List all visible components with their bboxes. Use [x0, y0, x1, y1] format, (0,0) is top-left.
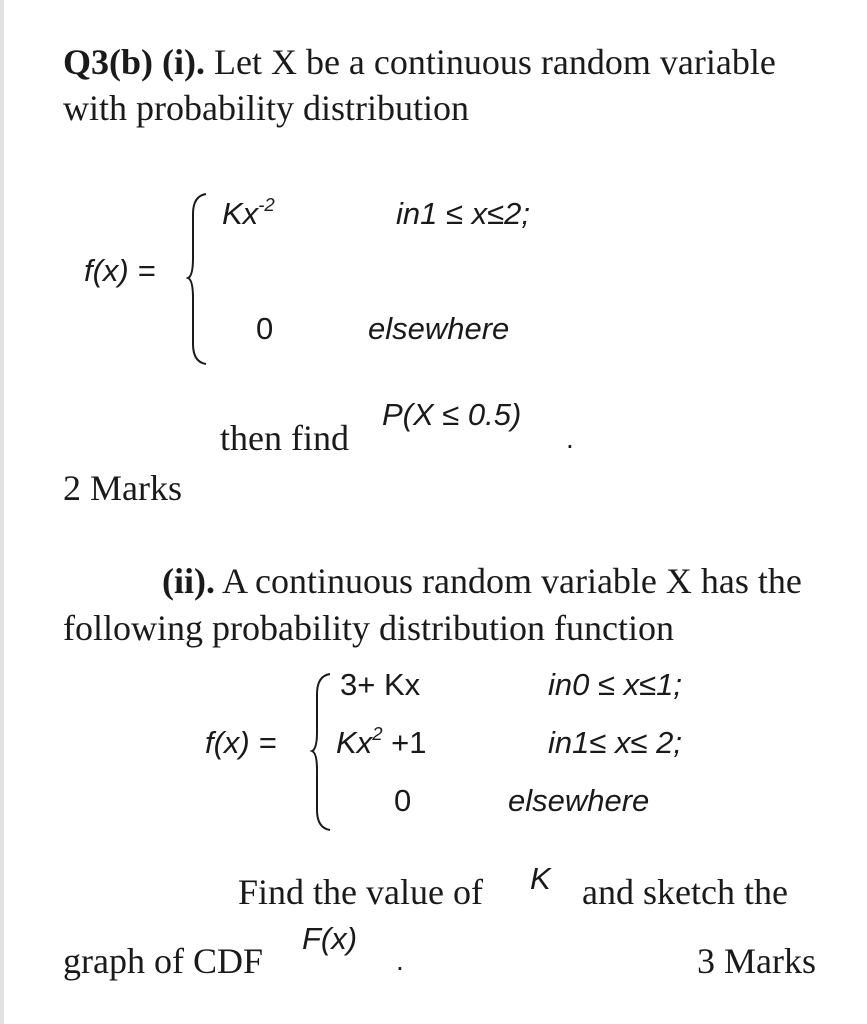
- case1-expression: $Kx^{-2}$: [222, 193, 275, 231]
- marks-label: 2 Marks: [63, 468, 182, 508]
- part-ii-text: A continuous random variable X has the: [222, 561, 802, 601]
- part-ii-intro-line1: [162, 563, 802, 599]
- part-ii-heading: (ii).: [162, 561, 215, 601]
- case1-condition-ii: in0 ≤ x≤1;: [548, 667, 682, 702]
- case3-condition-ii: elsewhere: [508, 783, 650, 818]
- function-label: f(x) =: [84, 253, 156, 288]
- case2-expression-ii: $Kx^2 +1$: [336, 722, 427, 760]
- find-symbol-k: K: [530, 861, 551, 896]
- find-value-text: Find the value of: [238, 872, 483, 912]
- part-ii-intro-line2: following probability distribution function: [63, 608, 674, 648]
- left-brace-ii: [310, 668, 334, 834]
- sketch-text: and sketch the: [582, 872, 788, 912]
- find-expression: P(X ≤ 0.5): [382, 397, 522, 432]
- question-heading: Q3(b) (i).: [63, 42, 205, 82]
- cdf-expression: F(x): [302, 921, 358, 956]
- case3-expression-ii: 0: [394, 783, 412, 818]
- case2-condition-ii: in1≤ x≤ 2;: [548, 725, 682, 760]
- case2-condition: elsewhere: [368, 311, 510, 346]
- question-intro-line1: [63, 44, 776, 80]
- case1-condition: in1 ≤ x≤2;: [396, 196, 530, 231]
- function-label-ii: f(x) =: [205, 725, 277, 760]
- graph-text: graph of CDF: [63, 941, 263, 981]
- left-brace: [186, 188, 210, 368]
- find-period: .: [566, 423, 574, 454]
- marks-label-ii: 3 Marks: [697, 941, 816, 981]
- find-text: then find: [220, 418, 349, 458]
- graph-period: .: [396, 945, 404, 976]
- case2-expression: 0: [256, 311, 274, 346]
- page-edge: [0, 0, 4, 1024]
- question-intro-line2: with probability distribution: [63, 88, 469, 128]
- case1-expression-ii: 3+ Kx: [340, 667, 421, 702]
- question-text: Let X be a continuous random variable: [213, 42, 776, 82]
